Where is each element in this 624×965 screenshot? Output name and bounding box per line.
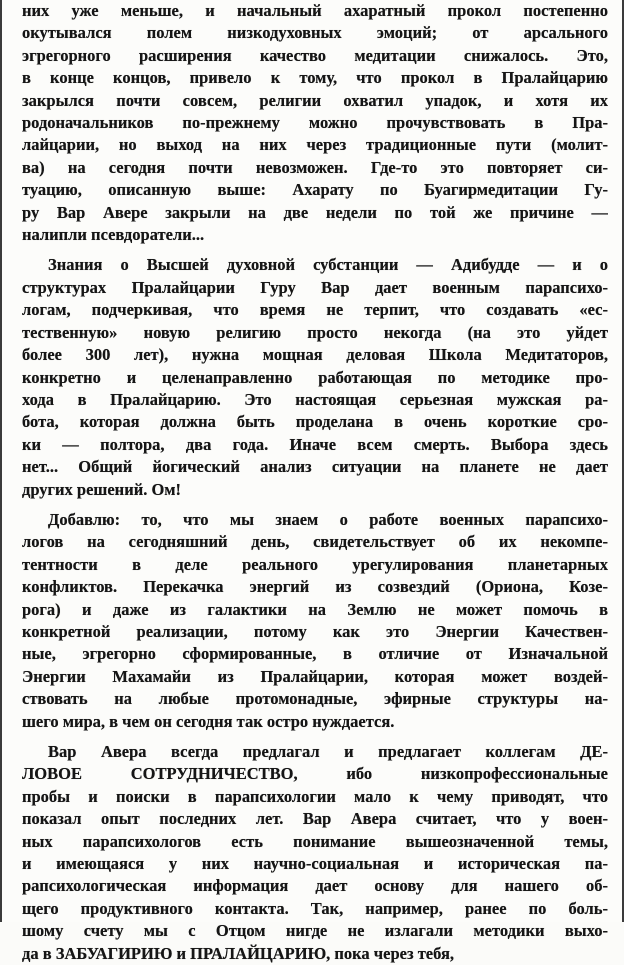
text-line: ру Вар Авере закрыли на две недели по той же причине — bbox=[22, 202, 608, 222]
paragraph bbox=[22, 509, 608, 733]
text-line: шому счету мы с Отцом нигде не излагали методики выхо- bbox=[22, 921, 608, 941]
text-line: родоначальников по-прежнему можно прочувствовать в Пра- bbox=[22, 113, 608, 133]
text-line: логов на сегодняшний день, свидетельствует об их некомпе- bbox=[22, 532, 608, 552]
text-line: туацию, описанную выше: Ахарату по Буагирмедитации Гу- bbox=[22, 180, 608, 200]
text-line: Знания о Высшей духовной субстанции — Адибудде — и о bbox=[48, 255, 608, 275]
text-line: конкретной реализации, потому как это Энергии Качествен- bbox=[22, 621, 608, 641]
paragraph bbox=[22, 0, 608, 246]
text-line: рога) и даже из галактики на Землю не может помочь в bbox=[22, 599, 608, 619]
text-line: налипли псевдоратели... bbox=[22, 225, 205, 245]
text-line: эгрегорного расширения качество медитации снижалось. Это, bbox=[22, 45, 608, 65]
paragraph bbox=[22, 741, 608, 965]
text-line: Вар Авера всегда предлагал и предлагает коллегам ДЕ- bbox=[48, 742, 608, 761]
text-line: щего продуктивного контакта. Так, например, ранее по боль- bbox=[22, 898, 608, 918]
text-line: ки — полтора, два года. Иначе всем смерть. Выбора здесь bbox=[22, 434, 608, 454]
paragraph-gap bbox=[22, 246, 608, 254]
text-line: более 300 лет), нужна мощная деловая Школа Медитаторов, bbox=[22, 345, 608, 365]
text-line: тентности в деле реального урегулирования планетарных bbox=[22, 554, 608, 574]
text-line: ных парапсихологов есть понимание вышеозначенной темы, bbox=[22, 831, 608, 851]
text-line: и имеющаяся у них научно-социальная и историческая па- bbox=[22, 854, 608, 874]
text-line: рапсихологическая информация дает основу для нашего об- bbox=[22, 876, 608, 896]
text-line: да в ЗАБУАГИРИЮ и ПРАЛАЙЦАРИЮ, пока через тебя, bbox=[22, 943, 455, 963]
text-line: конфликтов. Перекачка энергий из созвездий (Ориона, Козе- bbox=[22, 577, 608, 597]
text-line: показал опыт последних лет. Вар Авера считает, что у воен- bbox=[22, 809, 608, 829]
paragraph-gap bbox=[22, 501, 608, 509]
text-line: других решений. Ом! bbox=[22, 479, 182, 499]
paragraph-gap bbox=[22, 733, 608, 741]
text-line: шего мира, в чем он сегодня так остро нуждается. bbox=[22, 711, 395, 731]
text-line: ствовать на любые протомонадные, эфирные структуры на- bbox=[22, 689, 608, 709]
text-line: ные, эгрегорно сформированные, в отличие от Изначальной bbox=[22, 644, 608, 664]
text-line: ЛОВОЕ СОТРУДНИЧЕСТВО, ибо низкопрофессиональные bbox=[22, 764, 608, 784]
text-line: хода в Пралайцарию. Это настоящая серьезная мужская ра- bbox=[22, 389, 608, 409]
text-line: конкретно и целенаправленно работающая по методике про- bbox=[22, 367, 608, 387]
text-line: нет... Общий йогический анализ ситуации на планете не дает bbox=[22, 457, 608, 477]
text-line: лайцарии, но выход на них через традиционные пути (молит- bbox=[22, 135, 608, 155]
text-line: окутывался полем низкодуховных эмоций; от арсального bbox=[22, 23, 608, 43]
text-line: них уже меньше, и начальный ахаратный прокол постепенно bbox=[22, 1, 608, 20]
text-line: в конце концов, привело к тому, что прокол в Пралайцарию bbox=[22, 68, 608, 88]
paragraph bbox=[22, 254, 608, 500]
text-line: бота, которая должна быть проделана в очень короткие сро- bbox=[22, 412, 608, 432]
page-text bbox=[22, 0, 608, 965]
text-line: Энергии Махамайи из Пралайцарии, которая может воздей- bbox=[22, 666, 608, 686]
text-line: ва) на сегодня почти невозможен. Где-то это повторяет си- bbox=[22, 157, 608, 177]
text-line: тественную» новую религию просто некогда (на это уйдет bbox=[22, 322, 608, 342]
text-line: закрылся почти совсем, религии охватил упадок, и хотя их bbox=[22, 90, 608, 110]
text-line: структурах Пралайцарии Гуру Вар дает военным парапсихо- bbox=[22, 277, 608, 297]
text-line: пробы и поиски в парапсихологии мало к чему приводят, что bbox=[22, 786, 608, 806]
text-line: логам, подчеркивая, что время не терпит, что создавать «ес- bbox=[22, 300, 608, 320]
text-line: Добавлю: то, что мы знаем о работе военных парапсихо- bbox=[48, 509, 608, 529]
